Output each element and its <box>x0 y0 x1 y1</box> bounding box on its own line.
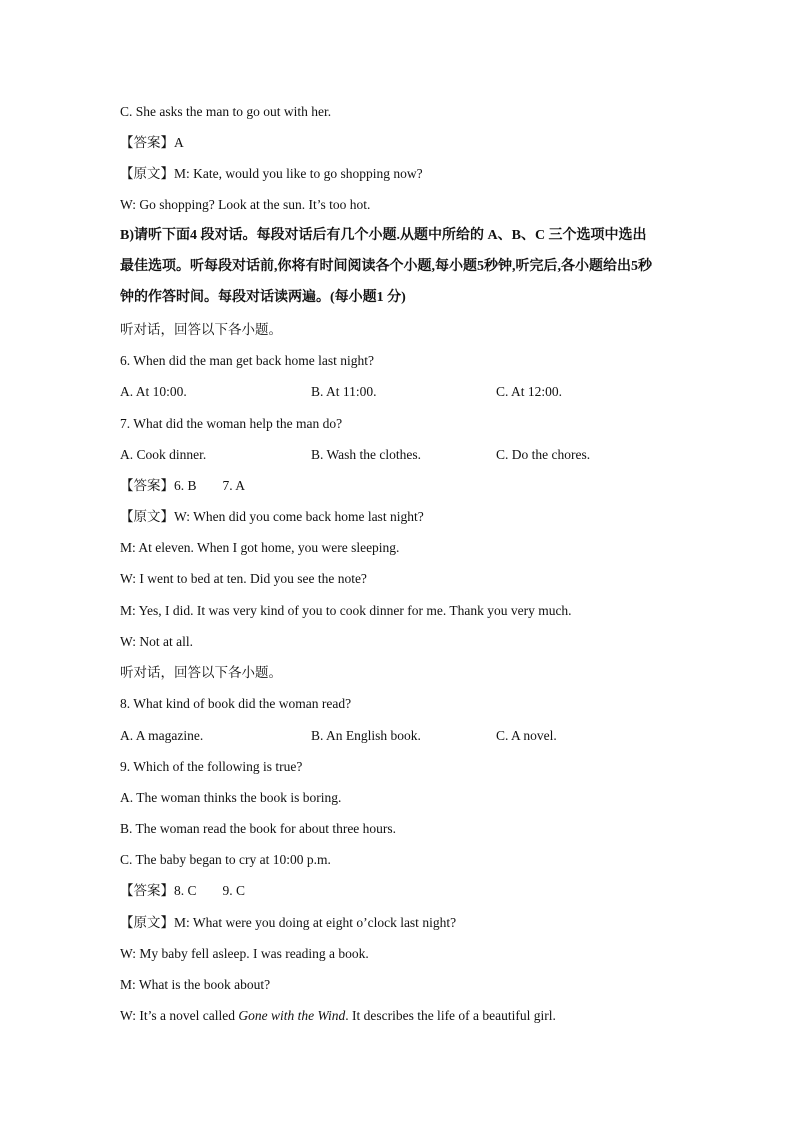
transcript-line <box>120 1006 556 1026</box>
question-9: 9. Which of the following is true? <box>120 759 303 774</box>
transcript-line: M: At eleven. When I got home, you were sleeping. <box>120 540 400 555</box>
transcript-line: M: Yes, I did. It was very kind of you to cook dinner for me. Thank you very much. <box>120 603 572 618</box>
transcript-line: M: What is the book about? <box>120 977 271 992</box>
answer-value: 7. A <box>222 478 246 493</box>
section-instruction: 最佳选项。听每段对话前,你将有时间阅读各个小题,每小题5秒钟,听完后,各小题给出5秒 <box>120 259 652 274</box>
transcript-line <box>120 507 424 527</box>
transcript-line: W: I went to bed at ten. Did you see the note? <box>120 571 367 586</box>
transcript-line: W: Go shopping? Look at the sun. It’s too hot. <box>120 197 371 212</box>
transcript-line <box>120 913 456 933</box>
option-a: A. At 10:00. <box>120 384 187 399</box>
option-b: B. At 11:00. <box>311 384 377 399</box>
dialogue-prompt: 听对话，回答以下各小题。 <box>120 322 282 337</box>
transcript-label: 【原文】 <box>120 166 174 181</box>
option-line: B. The woman read the book for about three hours. <box>120 821 397 836</box>
transcript-label: 【原文】 <box>120 509 174 524</box>
transcript-line <box>120 164 423 184</box>
transcript-text: . It describes the life of a beautiful girl. <box>345 1008 556 1023</box>
answer-label: 【答案】 <box>120 135 174 150</box>
answer-value: 6. B <box>174 478 197 493</box>
option-line: C. The baby began to cry at 10:00 p.m. <box>120 852 331 867</box>
answer-line <box>120 476 245 496</box>
option-c: C. At 12:00. <box>496 384 563 399</box>
option-c: C. Do the chores. <box>496 447 591 462</box>
answer-value: 8. C <box>174 883 197 898</box>
question-6: 6. When did the man get back home last night? <box>120 353 374 368</box>
options-row-7 <box>120 445 680 465</box>
answer-value: A <box>174 135 184 150</box>
section-instruction: 钟的作答时间。每段对话读两遍。(每小题1 分) <box>120 290 406 305</box>
transcript-line: W: Not at all. <box>120 634 193 649</box>
option-c: C. A novel. <box>496 728 557 743</box>
answer-label: 【答案】 <box>120 478 174 493</box>
transcript-text: M: What were you doing at eight o’clock last night? <box>174 915 457 930</box>
dialogue-prompt: 听对话，回答以下各小题。 <box>120 665 282 680</box>
section-instruction: B)请听下面4 段对话。每段对话后有几个小题.从题中所给的 A、B、C 三个选项中选出 <box>120 228 647 243</box>
question-7: 7. What did the woman help the man do? <box>120 416 343 431</box>
options-row-8 <box>120 726 680 746</box>
option-a: A. A magazine. <box>120 728 204 743</box>
transcript-text: W: When did you come back home last night? <box>174 509 424 524</box>
transcript-line: W: My baby fell asleep. I was reading a book. <box>120 946 369 961</box>
options-row-6 <box>120 382 680 402</box>
answer-line <box>120 133 184 153</box>
transcript-label: 【原文】 <box>120 915 174 930</box>
option-line: A. The woman thinks the book is boring. <box>120 790 342 805</box>
answer-value: 9. C <box>222 883 246 898</box>
option-b: B. An English book. <box>311 728 421 743</box>
answer-line <box>120 881 245 901</box>
transcript-text: M: Kate, would you like to go shopping now? <box>174 166 423 181</box>
book-title: Gone with the Wind <box>238 1008 346 1023</box>
option-b: B. Wash the clothes. <box>311 447 422 462</box>
option-a: A. Cook dinner. <box>120 447 207 462</box>
answer-label: 【答案】 <box>120 883 174 898</box>
question-8: 8. What kind of book did the woman read? <box>120 696 352 711</box>
option-line: C. She asks the man to go out with her. <box>120 104 332 119</box>
transcript-text: W: It’s a novel called <box>120 1008 239 1023</box>
